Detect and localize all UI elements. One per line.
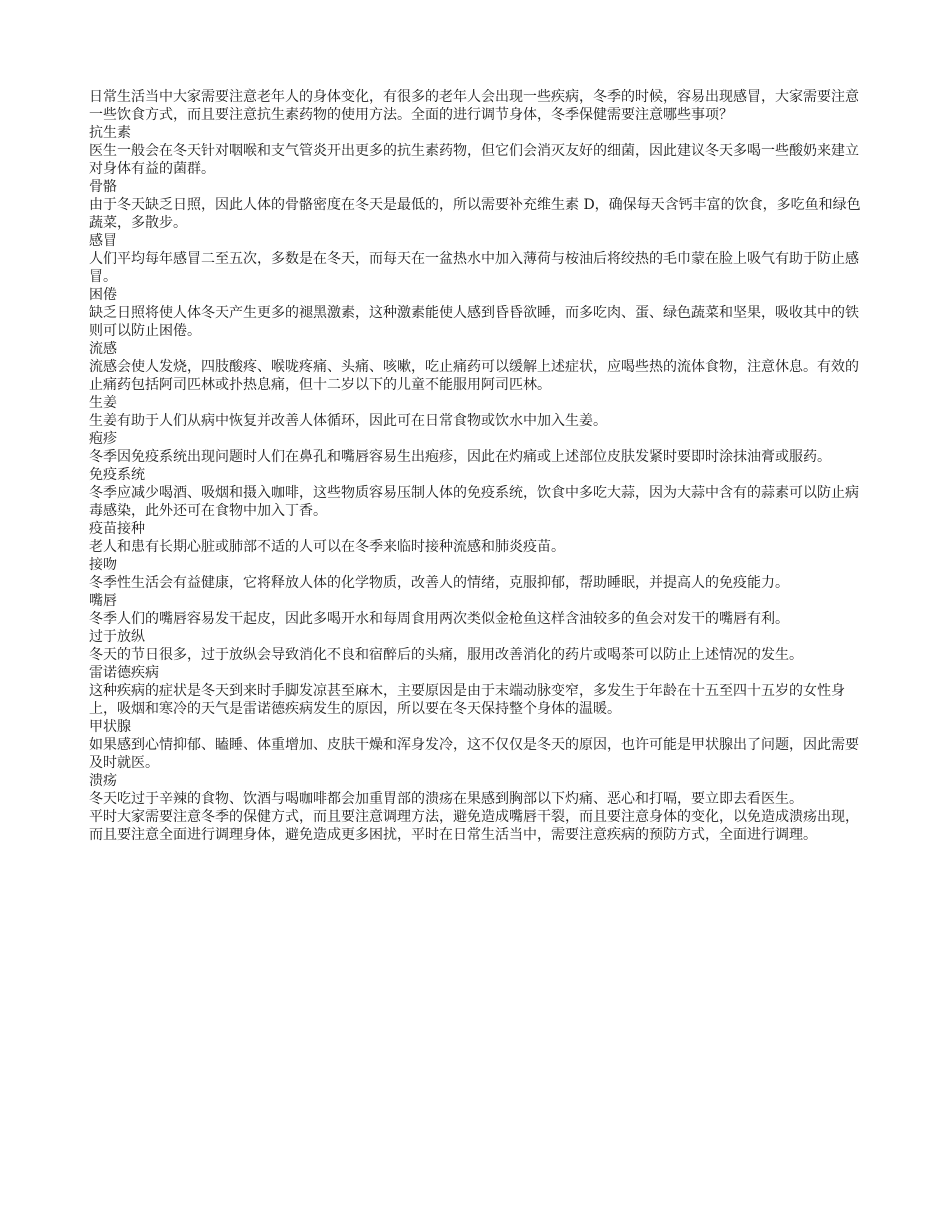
section-text-herpes: 冬季因免疫系统出现问题时人们在鼻孔和嘴唇容易生出疱疹，因此在灼痛或上述部位皮肤发紧时要即时涂抹油膏或服药。 <box>89 449 831 465</box>
section-text-vaccination: 老人和患有长期心脏或肺部不适的人可以在冬季来临时接种流感和肺炎疫苗。 <box>89 539 565 555</box>
section-text-cold: 人们平均每年感冒二至五次，多数是在冬天，而每天在一盆热水中加入薄荷与桉油后将绞热的毛巾蒙在脸上吸气有助于防止感冒。 <box>89 251 859 285</box>
section-text-ulcer: 冬天吃过于辛辣的食物、饮酒与喝咖啡都会加重胃部的溃疡在果感到胸部以下灼痛、恶心和打嗝，要立即去看医生。 <box>89 791 803 807</box>
section-text-ginger: 生姜有助于人们从病中恢复并改善人体循环，因此可在日常食物或饮水中加入生姜。 <box>89 413 607 429</box>
section-heading-overindulgence: 过于放纵 <box>89 629 145 645</box>
section-text-bones: 由于冬天缺乏日照，因此人体的骨骼密度在冬天是最低的，所以需要补充维生素 D，确保每天含钙丰富的饮食，多吃鱼和绿色蔬菜，多散步。 <box>89 197 861 231</box>
section-heading-flu: 流感 <box>89 341 117 357</box>
section-text-drowsiness: 缺乏日照将使人体冬天产生更多的褪黑激素，这种激素能使人感到昏昏欲睡，而多吃肉、蛋、绿色蔬菜和坚果，吸收其中的铁则可以防止困倦。 <box>89 305 859 339</box>
section-heading-herpes: 疱疹 <box>89 431 117 447</box>
section-heading-bones: 骨骼 <box>89 179 117 195</box>
intro-paragraph: 日常生活当中大家需要注意老年人的身体变化，有很多的老年人会出现一些疾病，冬季的时候，容易出现感冒，大家需要注意一些饮食方式，而且要注意抗生素药物的使用方法。全面的进行调节身体，冬季保健需要注意哪些事项？ <box>89 89 859 123</box>
section-heading-immune-system: 免疫系统 <box>89 467 145 483</box>
section-text-overindulgence: 冬天的节日很多，过于放纵会导致消化不良和宿醉后的头痛，服用改善消化的药片或喝茶可以防止上述情况的发生。 <box>89 647 803 663</box>
section-heading-cold: 感冒 <box>89 233 117 249</box>
conclusion-paragraph: 平时大家需要注意冬季的保健方式，而且要注意调理方法，避免造成嘴唇干裂，而且要注意身体的变化，以免造成溃疡出现，而且要注意全面进行调理身体，避免造成更多困扰，平时在日常生活当中，需要注意疾病的预防方式，全面进行调理。 <box>89 809 859 843</box>
section-heading-antibiotics: 抗生素 <box>89 125 131 141</box>
section-text-flu: 流感会使人发烧，四肢酸疼、喉咙疼痛、头痛、咳嗽，吃止痛药可以缓解上述症状，应喝些热的流体食物，注意休息。有效的止痛药包括阿司匹林或扑热息痛，但十二岁以下的儿童不能服用阿司匹林。 <box>89 359 859 393</box>
section-heading-drowsiness: 困倦 <box>89 287 117 303</box>
section-text-kissing: 冬季性生活会有益健康，它将释放人体的化学物质，改善人的情绪，克服抑郁，帮助睡眠，并提高人的免疫能力。 <box>89 575 789 591</box>
section-text-antibiotics: 医生一般会在冬天针对咽喉和支气管炎开出更多的抗生素药物，但它们会消灭友好的细菌，因此建议冬天多喝一些酸奶来建立对身体有益的菌群。 <box>89 143 859 177</box>
section-text-immune-system: 冬季应减少喝酒、吸烟和摄入咖啡，这些物质容易压制人体的免疫系统，饮食中多吃大蒜，因为大蒜中含有的蒜素可以防止病毒感染，此外还可在食物中加入丁香。 <box>89 485 859 519</box>
section-heading-raynauds: 雷诺德疾病 <box>89 665 159 681</box>
section-heading-thyroid: 甲状腺 <box>89 719 131 735</box>
article-body <box>89 88 864 844</box>
section-text-lips: 冬季人们的嘴唇容易发干起皮，因此多喝开水和每周食用两次类似金枪鱼这样含油较多的鱼会对发干的嘴唇有利。 <box>89 611 789 627</box>
section-heading-vaccination: 疫苗接种 <box>89 521 145 537</box>
section-heading-lips: 嘴唇 <box>89 593 117 609</box>
section-text-raynauds: 这种疾病的症状是冬天到来时手脚发凉甚至麻木，主要原因是由于末端动脉变窄，多发生于年龄在十五至四十五岁的女性身上，吸烟和寒冷的天气是雷诺德疾病发生的原因，所以要在冬天保持整个身体的温暖。 <box>89 683 845 717</box>
section-heading-ulcer: 溃疡 <box>89 773 117 789</box>
section-text-thyroid: 如果感到心情抑郁、瞌睡、体重增加、皮肤干燥和浑身发冷，这不仅仅是冬天的原因，也许可能是甲状腺出了问题，因此需要及时就医。 <box>89 737 859 771</box>
section-heading-ginger: 生姜 <box>89 395 117 411</box>
section-heading-kissing: 接吻 <box>89 557 117 573</box>
